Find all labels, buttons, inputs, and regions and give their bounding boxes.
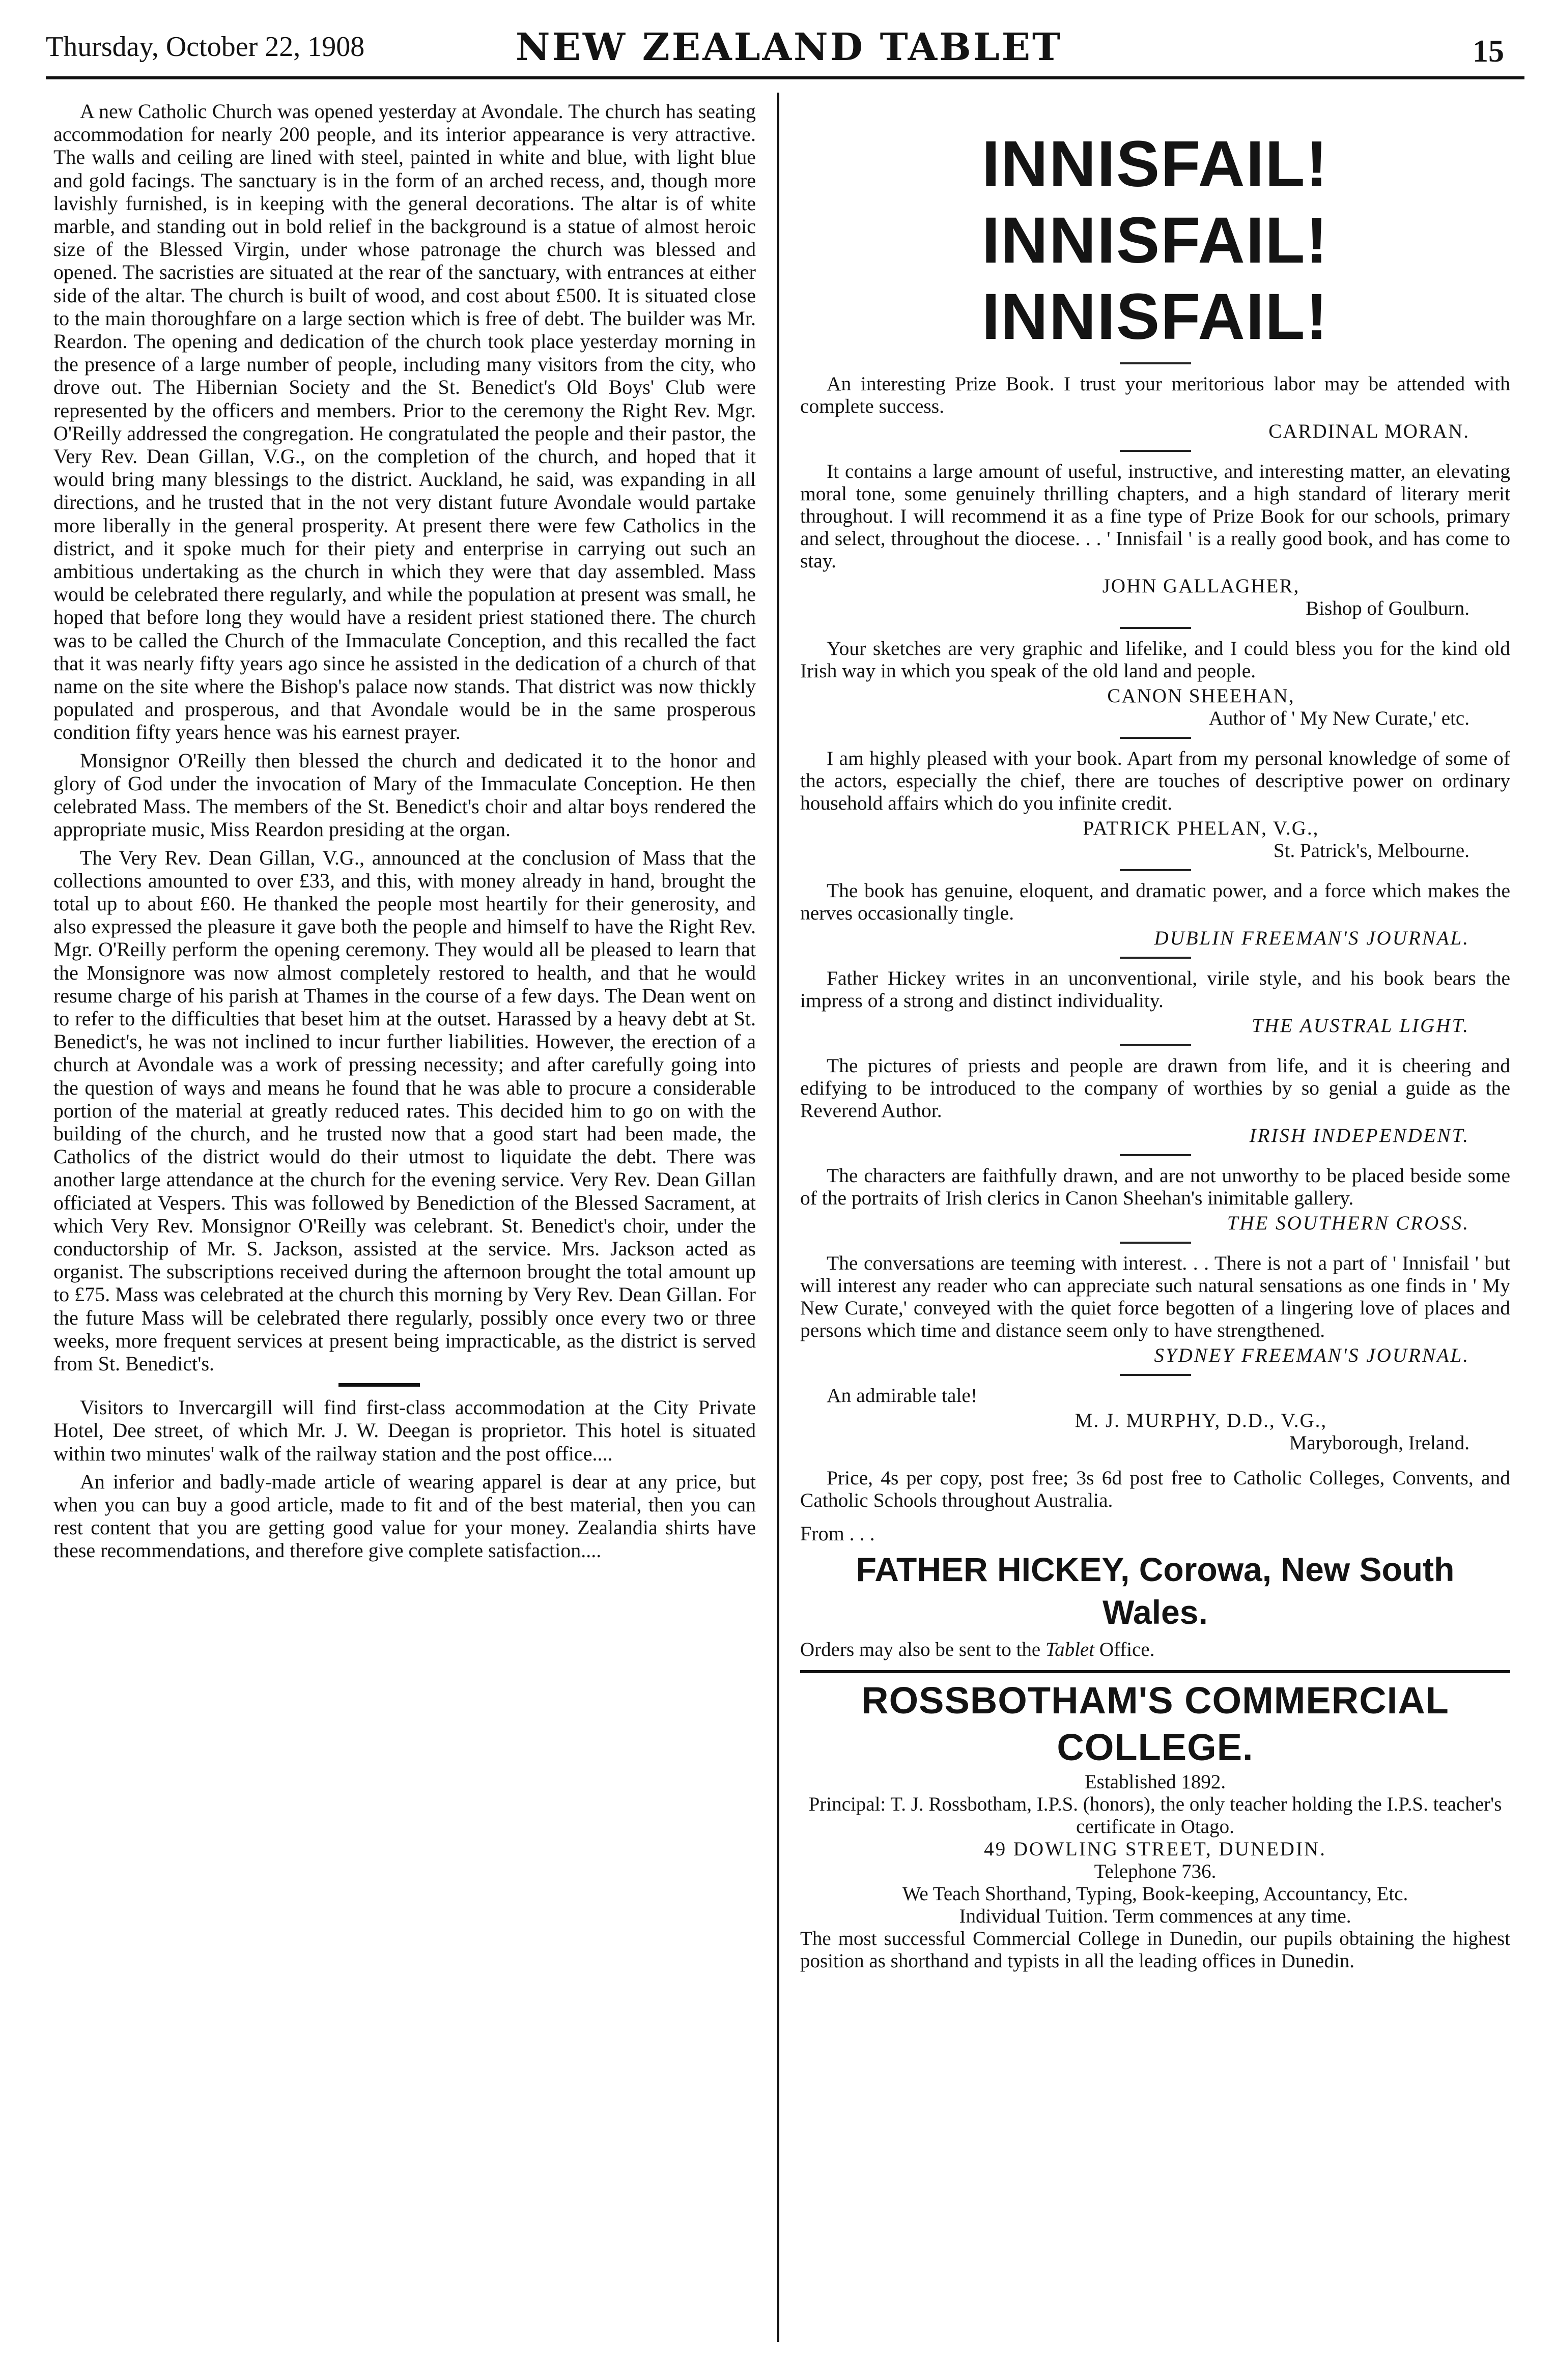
orders-notice [800,1639,1510,1661]
left-column [53,100,756,1567]
article-paragraph: The Very Rev. Dean Gillan, V.G., announced at the conclusion of Mass that the collections amounted to over £33, and this, with money already in hand, brought the total up to about £60. He thanked the people most heartily for their generosity, and also expressed the pleasure it gave both the people and himself to have the Right Rev. Mgr. O'Reilly perform the opening ceremony. They would all be pleased to learn that the Monsignore was now almost completely restored to health, and that he would resume charge of his parish at Thames in the course of a few days. The Dean went on to refer to the difficulties that beset him at the outset. Harassed by a heavy debt at St. Benedict's, he was not inclined to incur further liabilities. However, the erection of a church at Avondale was a work of pressing necessity; and after carefully going into the question of ways and means he found that he was able to procure a considerable portion of the material at greatly reduced rates. This decided him to go on with the building of the church, and he trusted now that a good start had been made, the Catholics of the district would do their utmost to liquidate the debt. There was another large attendance at the church for the evening service. Very Rev. Dean Gillan officiated at Vespers. This was followed by Benediction of the Blessed Sacrament, at which Very Rev. Monsignor O'Reilly was celebrant. St. Benedict's choir, under the conductorship of Mr. S. Jackson, assisted at the service. Mrs. Jackson acted as organist. The subscriptions received during the afternoon brought the total amount up to £75. Mass was celebrated at the church this morning by Very Rev. Dean Gillan. For the future Mass will be celebrated there regularly, possibly once every two or three weeks, more frequent services at present being impracticable, as the district is served from St. Benedict's. [53,846,756,1375]
divider [1120,957,1191,959]
testimonial-text: Father Hickey writes in an unconventional, virile style, and his book bears the impress of a strong and distinct individuality. [800,967,1510,1012]
divider [1120,627,1191,629]
testimonial-text: I am highly pleased with your book. Apart from my personal knowledge of some of the actors, especially the chief, there are touches of descriptive power on ordinary household affairs which do you infinite credit. [800,747,1510,814]
testimonial-attribution: DUBLIN FREEMAN'S JOURNAL. [1154,927,1469,949]
testimonial-attribution: CANON SHEEHAN, [1107,685,1295,707]
innisfail-banner: INNISFAIL! INNISFAIL! [981,128,1329,277]
orders-prefix: Orders may also be sent to the [800,1639,1041,1660]
divider [1120,869,1191,871]
college-tuition: Individual Tuition. Term commences at any time. [959,1905,1351,1927]
divider [1120,1374,1191,1376]
orders-paper: Tablet [1045,1639,1095,1660]
college-principal: Principal: T. J. Rossbotham, I.P.S. (honors), the only teacher holding the I.P.S. teacher's certificate in Otago. [808,1793,1502,1838]
divider [1120,1242,1191,1244]
page-header [46,11,1524,88]
testimonial-attribution: THE AUSTRAL LIGHT. [1252,1015,1469,1037]
testimonial-attribution: JOHN GALLAGHER, [1102,575,1300,597]
divider [1120,1154,1191,1156]
testimonial-attribution: M. J. MURPHY, D.D., V.G., [1075,1410,1327,1431]
college-success: The most successful Commercial College in Dunedin, our pupils obtaining the highest position as shorthand and typists in all the leading offices in Dunedin. [800,1928,1510,1972]
college-title: ROSSBOTHAM'S COMMERCIAL COLLEGE. [861,1679,1449,1768]
testimonial-attribution: IRISH INDEPENDENT. [1249,1125,1469,1146]
orders-suffix: Office. [1099,1639,1155,1660]
right-column [800,100,1510,1972]
divider [1120,737,1191,739]
testimonial-attribution: CARDINAL MORAN. [1268,420,1469,442]
college-subjects: We Teach Shorthand, Typing, Book-keeping, Accountancy, Etc. [902,1883,1408,1905]
testimonial-attribution-detail: Author of ' My New Curate,' etc. [1208,707,1469,729]
testimonial-attribution: SYDNEY FREEMAN'S JOURNAL. [1154,1344,1469,1366]
college-address: 49 DOWLING STREET, DUNEDIN. [984,1838,1326,1860]
innisfail-banner-second: INNISFAIL! [981,280,1329,353]
testimonial-text: An interesting Prize Book. I trust your meritorious labor may be attended with complete success. [800,372,1510,417]
page-number: 15 [1473,34,1504,69]
price-notice: Price, 4s per copy, post free; 3s 6d post free to Catholic Colleges, Convents, and Catholic Schools throughout Australia. [800,1467,1510,1511]
testimonial-text: The characters are faithfully drawn, and are not unworthy to be placed beside some of the portraits of Irish clerics in Canon Sheehan's inimitable gallery. [800,1164,1510,1209]
shirts-notice: An inferior and badly-made article of wearing apparel is dear at any price, but when you can buy a good article, made to fit and of the best material, then you can rest content that you are getting good value for your money. Zealandia shirts have these recommendations, and therefore give complete satisfaction.... [53,1470,756,1562]
column-divider [777,93,779,2342]
ad-rule [800,1670,1510,1673]
college-telephone: Telephone 736. [1094,1860,1217,1882]
testimonial-attribution-detail: St. Patrick's, Melbourne. [1273,840,1469,862]
header-rule [46,76,1524,79]
newspaper-title: NEW ZEALAND TABLET [515,25,1063,69]
issue-date: Thursday, October 22, 1908 [46,31,365,63]
testimonial-text: The book has genuine, eloquent, and dramatic power, and a force which makes the nerves occasionally tingle. [800,879,1510,924]
article-paragraph: Monsignor O'Reilly then blessed the church and dedicated it to the honor and glory of God under the invocation of Mary of the Immaculate Conception. He then celebrated Mass. The members of the St. Benedict's choir and altar boys rendered the appropriate music, Miss Reardon presiding at the organ. [53,749,756,841]
from-label: From . . . [800,1522,875,1545]
testimonial-text: It contains a large amount of useful, instructive, and interesting matter, an elevating moral tone, some genuinely thrilling chapters, and a high standard of literary merit throughout. I will recommend it as a fine type of Prize Book for our schools, primary and select, throughout the diocese. . . ' Innisfail ' is a really good book, and has come to stay. [800,460,1510,572]
divider [1120,362,1191,364]
testimonial-text: The pictures of priests and people are drawn from life, and it is cheering and edifying to be introduced to the company of worthies by so genial a guide as the Reverend Author. [800,1054,1510,1122]
testimonial-text: Your sketches are very graphic and lifelike, and I could bless you for the kind old Irish way in which you speak of the old land and people. [800,637,1510,682]
section-rule [338,1383,420,1387]
divider [1120,1044,1191,1046]
testimonial-attribution: THE SOUTHERN CROSS. [1227,1212,1469,1234]
article-paragraph: A new Catholic Church was opened yesterday at Avondale. The church has seating accommodation for nearly 200 people, and its interior appearance is very attractive. The walls and ceiling are lined with steel, painted in white and blue, with light blue and gold facings. The sanctuary is in the form of an arched recess, and, though more lavishly furnished, is in keeping with the general decorations. The altar is of white marble, and standing out in bold relief in the background is a statue of almost heroic size of the Blessed Virgin, under whose patronage the church was blessed and opened. The sacristies are situated at the rear of the sanctuary, with entrances at either side of the altar. The church is built of wood, and cost about £500. It is situated close to the main thoroughfare on a large section which is free of debt. The builder was Mr. Reardon. The opening and dedication of the church took place yesterday morning in the presence of a large number of people, including many visitors from the city, who drove out. The Hibernian Society and the St. Benedict's Old Boys' Club were represented by the officers and members. Prior to the ceremony the Right Rev. Mgr. O'Reilly addressed the congregation. He congratulated the people and their pastor, the Very Rev. Dean Gillan, V.G., on the completion of the church, and hoped that it would bring many blessings to the district. Auckland, he said, was expanding in all directions, and he trusted that in the not very distant future Avondale would partake more liberally in the general prosperity. At present there were few Catholics in the district, and it spoke much for their piety and enterprise in carrying out such an ambitious undertaking as the church in which they were that day assembled. Mass would be celebrated there regularly, and while the population at present was small, he hoped that before long they would have a resident priest stationed there. The church was to be called the Church of the Immaculate Conception, and this recalled the fact that it was nearly fifty years ago since he assisted in the dedication of a church of that name on the site where the Bishop's palace now stands. That district was now thickly populated and prosperous, and that Avondale would be in the same prosperous condition fifty years hence was his earnest prayer. [53,100,756,744]
testimonial-text: The conversations are teeming with interest. . . There is not a part of ' Innisfail ' but will interest any reader who can appreciate such natural sensations as one finds in ' My New Curate,' conveyed with the quiet force begotten of a lingering love of places and persons which time and distance seem only to have strengthened. [800,1252,1510,1341]
testimonial-text: An admirable tale! [827,1384,978,1407]
college-established: Established 1892. [1084,1771,1226,1793]
testimonial-attribution: PATRICK PHELAN, V.G., [1083,817,1319,839]
author-banner: FATHER HICKEY, Corowa, New South Wales. [856,1551,1455,1631]
divider [1120,450,1191,452]
hotel-notice: Visitors to Invercargill will find first-class accommodation at the City Private Hotel, Dee street, of which Mr. J. W. Deegan is proprietor. This hotel is situated within two minutes' walk of the railway station and the post office.... [53,1396,756,1465]
testimonial-attribution-detail: Bishop of Goulburn. [1306,597,1469,619]
testimonial-attribution-detail: Maryborough, Ireland. [1289,1432,1469,1454]
